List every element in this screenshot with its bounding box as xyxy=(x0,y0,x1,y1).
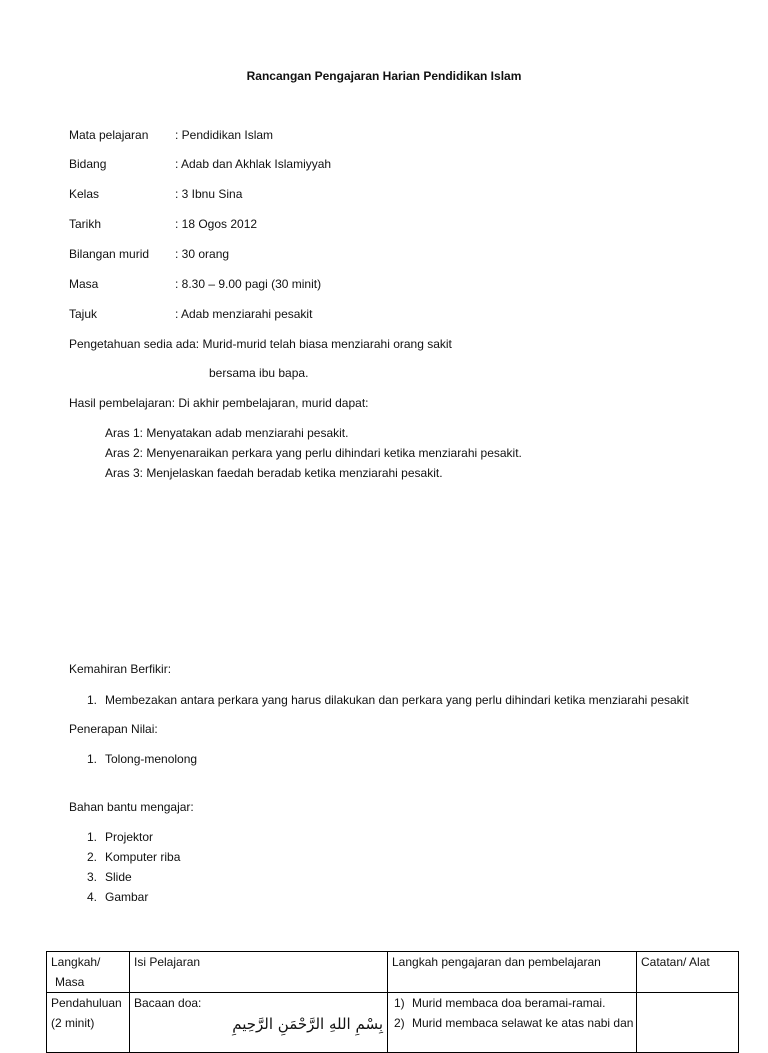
detail-value: : Adab menziarahi pesakit xyxy=(175,307,313,321)
header-langkah-line1: Langkah/ xyxy=(51,955,101,969)
bahan-item: Slide xyxy=(105,870,132,884)
kemahiran-heading: Kemahiran Berfikir: xyxy=(69,662,172,676)
detail-value: : Adab dan Akhlak Islamiyyah xyxy=(175,157,332,171)
header-catatan: Catatan/ Alat xyxy=(637,952,739,993)
header-langkah-line2: Masa xyxy=(55,975,85,989)
detail-value: : 3 Ibnu Sina xyxy=(175,187,243,201)
hasil-heading: Hasil pembelajaran: Di akhir pembelajaran, murid dapat: xyxy=(69,396,369,410)
header-isi: Isi Pelajaran xyxy=(130,952,388,993)
detail-label: Tarikh xyxy=(69,217,102,231)
detail-label: Kelas xyxy=(69,187,100,201)
bahan-item: Komputer riba xyxy=(105,850,181,864)
bahan-item-num: 1. xyxy=(87,830,98,844)
bahan-heading: Bahan bantu mengajar: xyxy=(69,800,194,814)
pengetahuan-line-1: Pengetahuan sedia ada: Murid-murid telah biasa menziarahi orang sakit xyxy=(69,337,452,351)
step-text: Murid membaca selawat ke atas nabi dan xyxy=(412,1016,634,1030)
nilai-item-num: 1. xyxy=(87,752,98,766)
row-isi-heading: Bacaan doa: xyxy=(134,996,202,1010)
row-isi xyxy=(130,993,388,1053)
row-steps xyxy=(388,993,637,1053)
row-steps-list xyxy=(392,993,632,1033)
detail-label: Bilangan murid xyxy=(69,247,150,261)
detail-value: : 30 orang xyxy=(175,247,230,261)
hasil-item: Aras 2: Menyenaraikan perkara yang perlu dihindari ketika menziarahi pesakit. xyxy=(105,446,522,460)
page-title: Rancangan Pengajaran Harian Pendidikan Islam xyxy=(246,69,522,83)
table-row xyxy=(47,993,739,1053)
hasil-item: Aras 1: Menyatakan adab menziarahi pesakit. xyxy=(105,426,349,440)
header-langkah xyxy=(47,952,130,993)
list-item xyxy=(392,993,632,1013)
table-header-row xyxy=(47,952,739,993)
row-catatan xyxy=(637,993,739,1053)
detail-value: : 8.30 – 9.00 pagi (30 minit) xyxy=(175,277,322,291)
detail-label: Mata pelajaran xyxy=(69,128,149,142)
row-langkah-line2: (2 minit) xyxy=(51,1016,95,1030)
hasil-item: Aras 3: Menjelaskan faedah beradab ketika menziarahi pesakit. xyxy=(105,466,443,480)
kemahiran-item: Membezakan antara perkara yang harus dilakukan dan perkara yang perlu dihindari ketika menziarahi pesakit xyxy=(105,693,689,707)
list-item xyxy=(392,1013,632,1033)
row-langkah xyxy=(47,993,130,1053)
nilai-item: Tolong-menolong xyxy=(105,752,198,766)
header-langkah-pengajaran: Langkah pengajaran dan pembelajaran xyxy=(388,952,637,993)
pengetahuan-line-2: bersama ibu bapa. xyxy=(209,366,309,380)
lesson-steps-table xyxy=(46,951,739,1053)
step-num: 2) xyxy=(394,1016,405,1030)
detail-value: : Pendidikan Islam xyxy=(175,128,274,142)
detail-label: Bidang xyxy=(69,157,107,171)
detail-label: Tajuk xyxy=(69,307,98,321)
bahan-item-num: 4. xyxy=(87,890,98,904)
nilai-heading: Penerapan Nilai: xyxy=(69,722,158,736)
bahan-item-num: 3. xyxy=(87,870,98,884)
step-text: Murid membaca doa beramai-ramai. xyxy=(412,996,606,1010)
row-isi-arabic: بِسْمِ اللهِ الرَّحْمَنِ الرَّحِيمِ xyxy=(232,1015,383,1033)
kemahiran-item-num: 1. xyxy=(87,693,98,707)
row-langkah-line1: Pendahuluan xyxy=(51,996,122,1010)
detail-value: : 18 Ogos 2012 xyxy=(175,217,258,231)
detail-label: Masa xyxy=(69,277,99,291)
bahan-item: Projektor xyxy=(105,830,154,844)
bahan-item: Gambar xyxy=(105,890,149,904)
bahan-item-num: 2. xyxy=(87,850,98,864)
step-num: 1) xyxy=(394,996,405,1010)
